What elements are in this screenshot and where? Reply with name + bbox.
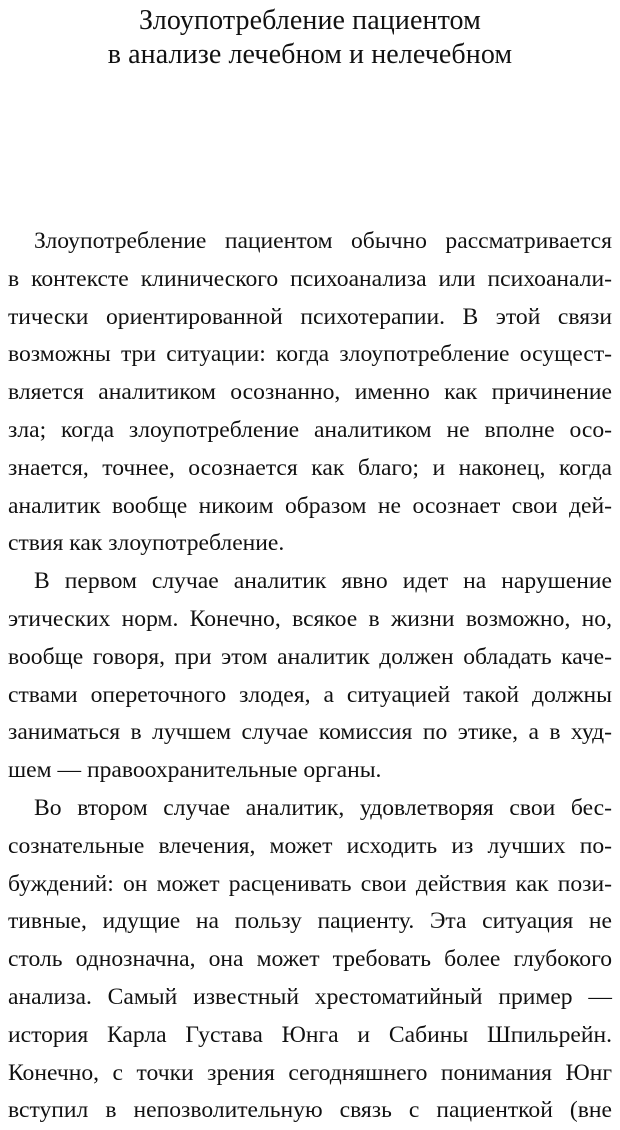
text-line: шем — правоохранительные органы. [8,757,382,784]
chapter-title-line-1: Злоупотребление пациентом [139,5,481,36]
text-line: вступил в непозволительную связь с пациенткой (вне [8,1097,612,1124]
text-line: ствия как злоупотребление. [8,530,285,557]
text-line: этических норм. Конечно, всякое в жизни возможно, но, [8,605,612,632]
text-line: возможны три ситуации: когда злоупотребление осущест- [8,341,612,368]
chapter-title [0,4,620,72]
text-line: история Карла Густава Юнга и Сабины Шпильрейн. [8,1021,612,1048]
text-line: Конечно, с точки зрения сегодняшнего понимания Юнг [8,1059,612,1086]
text-line: зла; когда злоупотребление аналитиком не вполне осо- [8,416,612,443]
text-line: Во втором случае аналитик, удовлетворяя свои бес- [34,794,612,821]
chapter-title-line-2: в анализе лечебном и нелечебном [107,39,513,70]
text-line: анализа. Самый известный хрестоматийный пример — [8,983,612,1010]
text-line: заниматься в лучшем случае комиссия по этике, а в худ- [8,719,612,746]
text-line: аналитик вообще никоим образом не осознает свои дей- [8,492,612,519]
text-line: сознательные влечения, может исходить из лучших по- [8,832,612,859]
body-text [8,223,612,1130]
text-line: тически ориентированной психотерапии. В этой связи [8,303,612,330]
text-line: тивные, идущие на пользу пациенту. Эта ситуация не [8,908,612,935]
text-line: Злоупотребление пациентом обычно рассматривается [34,228,612,254]
text-line: в контексте клинического психоанализа или психоанали- [8,265,612,292]
text-line: вообще говоря, при этом аналитик должен обладать каче- [8,643,612,670]
text-line: знается, точнее, осознается как благо; и наконец, когда [8,454,612,481]
text-line: буждений: он может расценивать свои действия как пози- [8,870,612,897]
text-line: В первом случае аналитик явно идет на нарушение [34,568,612,595]
text-line: вляется аналитиком осознанно, именно как причинение [8,379,612,406]
text-line: столь однозначна, она может требовать более глубокого [8,946,612,973]
text-line: ствами опереточного злодея, а ситуацией такой должны [8,681,612,708]
